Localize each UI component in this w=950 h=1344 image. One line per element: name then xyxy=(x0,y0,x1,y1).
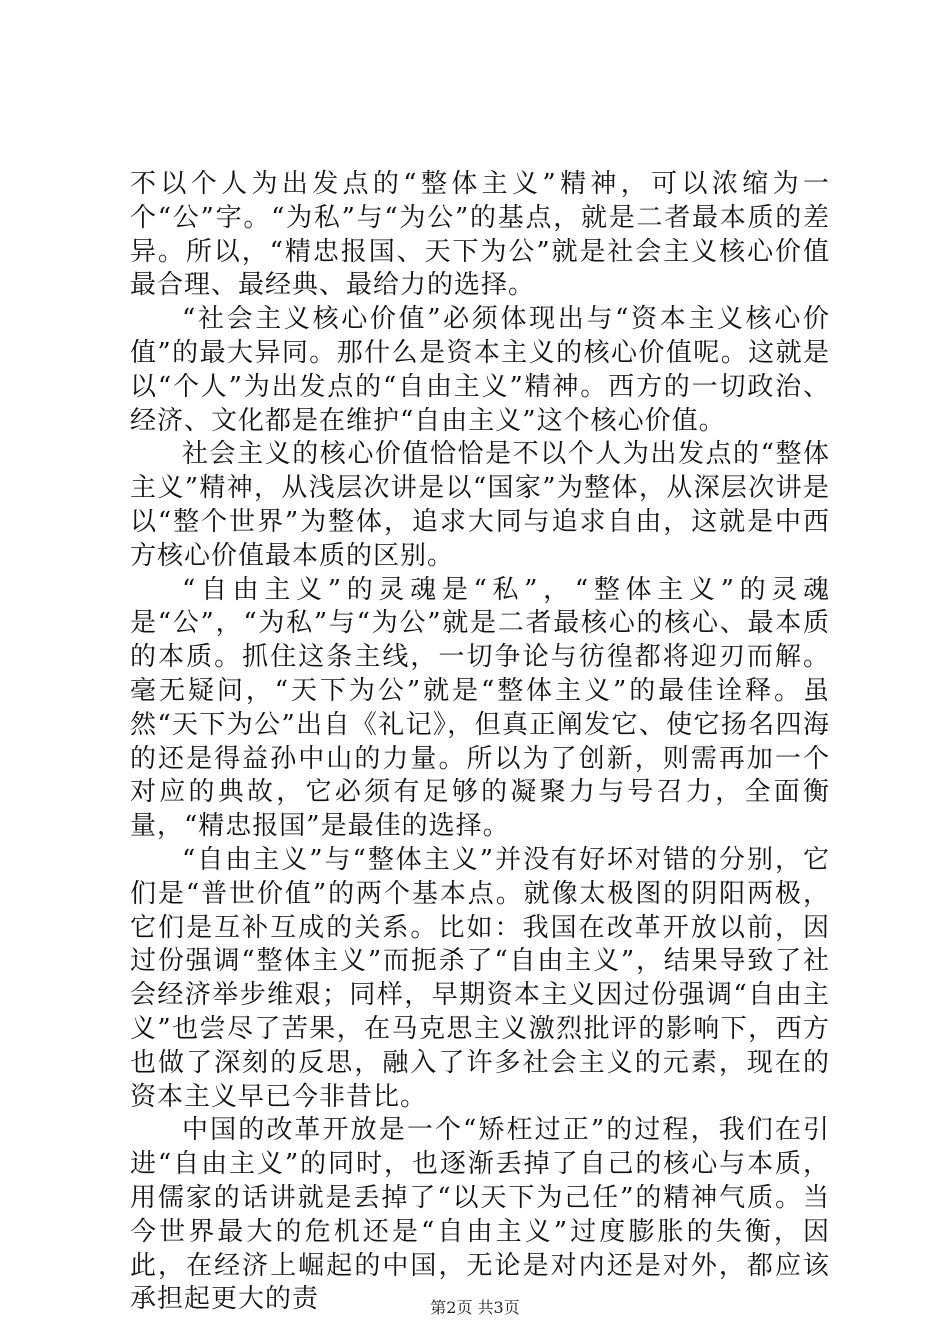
page-footer xyxy=(0,1298,950,1318)
page-number: 第2页 共3页 xyxy=(430,1298,520,1317)
paragraph-5: “自由主义”与“整体主义”并没有好坏对错的分别，它们是“普世价值”的两个基本点。就像太极图的阴阳两极，它们是互补互成的关系。比如：我国在改革开放以前，因过份强调“整体主义”而扼杀了“自由主义”，结果导致了社会经济举步维艰；同样，早期资本主义因过份强调“自由主义”也尝尽了苦果，在马克思主义激烈批评的影响下，西方也做了深刻的反思，融入了许多社会主义的元素，现在的资本主义早已今非昔比。 xyxy=(130,844,830,1112)
paragraph-4: “自由主义”的灵魂是“私”，“整体主义”的灵魂是“公”，“为私”与“为公”就是二者最核心的核心、最本质的本质。抓住这条主线，一切争论与彷徨都将迎刃而解。毫无疑问，“天下为公”就是“整体主义”的最佳诠释。虽然“天下为公”出自《礼记》，但真正阐发它、使它扬名四海的还是得益孙中山的力量。所以为了创新，则需再加一个对应的典故，它必须有足够的凝聚力与号召力，全面衡量，“精忠报国”是最佳的选择。 xyxy=(130,574,830,842)
paragraph-2: “社会主义核心价值”必须体现出与“资本主义核心价值”的最大异同。那什么是资本主义的核心价值呢。这就是以“个人”为出发点的“自由主义”精神。西方的一切政治、经济、文化都是在维护“自由主义”这个核心价值。 xyxy=(130,304,830,436)
document-body xyxy=(130,168,830,1317)
paragraph-6: 中国的改革开放是一个“矫枉过正”的过程，我们在引进“自由主义”的同时，也逐渐丢掉了自己的核心与本质，用儒家的话讲就是丢掉了“以天下为己任”的精神气质。当今世界最大的危机还是“自由主义”过度膨胀的失衡，因此，在经济上崛起的中国，无论是对内还是对外，都应该承担起更大的责 xyxy=(130,1115,830,1315)
paragraph-3: 社会主义的核心价值恰恰是不以个人为出发点的“整体主义”精神，从浅层次讲是以“国家”为整体，从深层次讲是以“整个世界”为整体，追求大同与追求自由，这就是中西方核心价值最本质的区别。 xyxy=(130,439,830,571)
paragraph-1: 不以个人为出发点的“整体主义”精神，可以浓缩为一个“公”字。“为私”与“为公”的基点，就是二者最本质的差异。所以，“精忠报国、天下为公”就是社会主义核心价值最合理、最经典、最给力的选择。 xyxy=(130,169,830,301)
